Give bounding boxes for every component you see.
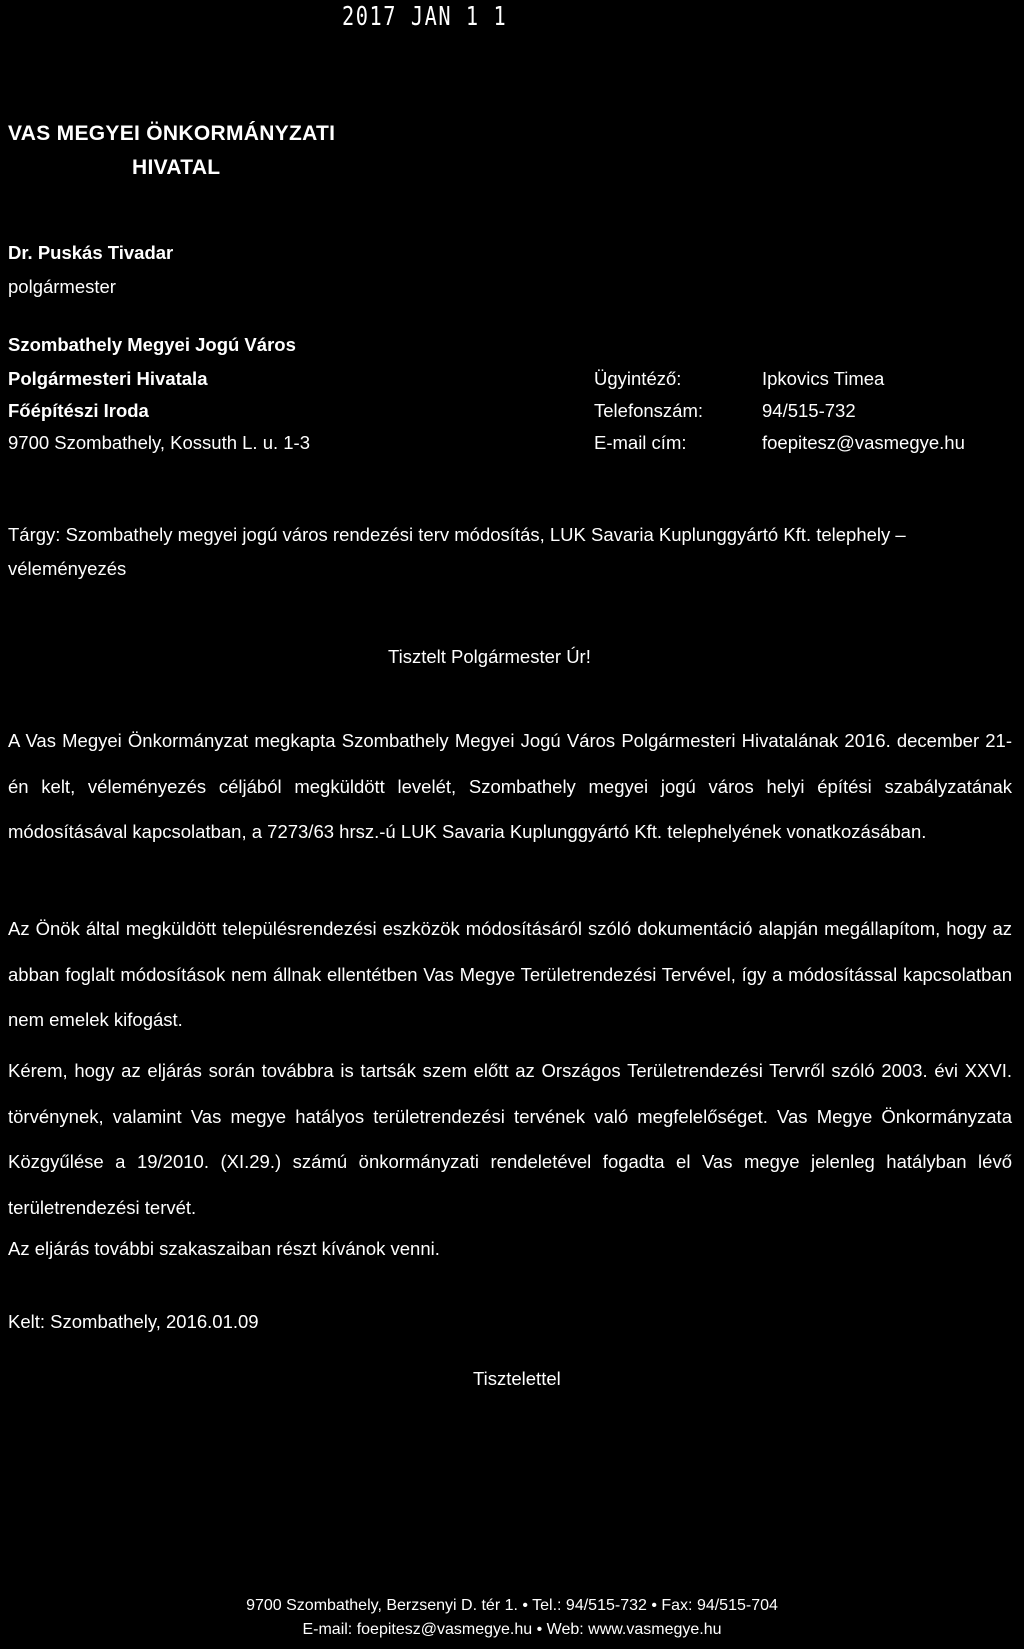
recipient-line2: Polgármesteri Hivatala (8, 368, 208, 389)
body-paragraph-2: Az Önök által megküldött településrendezési eszközök módosításáról szóló dokumentáció alapján megállapítom, hogy az abban foglalt módosítások nem állnak ellentétben Vas Megye Területrendezési Tervével, így a módosítással kapcsolatban nem emelek kifogást. (8, 918, 1012, 1030)
phone-value: 94/515-732 (762, 400, 856, 421)
received-date-stamp: 2017 JAN 1 1 (342, 2, 508, 32)
recipient-line1: Szombathely Megyei Jogú Város (8, 334, 296, 355)
phone-label: Telefonszám: (594, 400, 703, 421)
case-officer-value: Ipkovics Timea (762, 368, 885, 389)
recipient-line4: 9700 Szombathely, Kossuth L. u. 1-3 (8, 432, 311, 453)
email-value: foepitesz@vasmegye.hu (762, 432, 965, 453)
organization-name-line2: HIVATAL (132, 156, 221, 179)
case-officer-label: Ügyintéző: (594, 368, 682, 389)
email-label: E-mail cím: (594, 432, 687, 453)
sender-name: Dr. Puskás Tivadar (8, 242, 174, 263)
closing: Tisztelettel (473, 1368, 561, 1389)
subject-line: Tárgy: Szombathely megyei jogú város rendezési terv módosítás, LUK Savaria Kuplunggyártó Kft. telephely – véleményezés (8, 524, 906, 579)
body-paragraph-3: Kérem, hogy az eljárás során továbbra is tartsák szem előtt az Országos Területrendezési Tervről szóló 2003. évi XXVI. törvénynek, valamint Vas megye hatályos területrendezési tervének való megfelelőséget. Vas Megye Önkormányzata Közgyűlése a 19/2010. (XI.29.) számú önkormányzati rendeletével fogadta el Vas megye jelenleg hatályban lévő területrendezési tervét. (8, 1060, 1012, 1218)
footer-contact: E-mail: foepitesz@vasmegye.hu • Web: www.vasmegye.hu (302, 1621, 722, 1638)
date-line: Kelt: Szombathely, 2016.01.09 (8, 1311, 259, 1332)
sender-role: polgármester (8, 276, 116, 297)
body-paragraph-4: Az eljárás további szakaszaiban részt kívánok venni. (8, 1238, 440, 1259)
footer-address: 9700 Szombathely, Berzsenyi D. tér 1. • Tel.: 94/515-732 • Fax: 94/515-704 (246, 1597, 778, 1614)
organization-name-line1: VAS MEGYEI ÖNKORMÁNYZATI (8, 122, 336, 145)
salutation: Tisztelt Polgármester Úr! (388, 646, 591, 667)
recipient-line3: Főépítészi Iroda (8, 400, 149, 421)
body-paragraph-1: A Vas Megyei Önkormányzat megkapta Szombathely Megyei Jogú Város Polgármesteri Hivatalának 2016. december 21-én kelt, véleményezés céljából megküldött levelét, Szombathely megyei jogú város helyi építési szabályzatának módosításával kapcsolatban, a 7273/63 hrsz.-ú LUK Savaria Kuplunggyártó Kft. telephelyének vonatkozásában. (8, 730, 1012, 842)
